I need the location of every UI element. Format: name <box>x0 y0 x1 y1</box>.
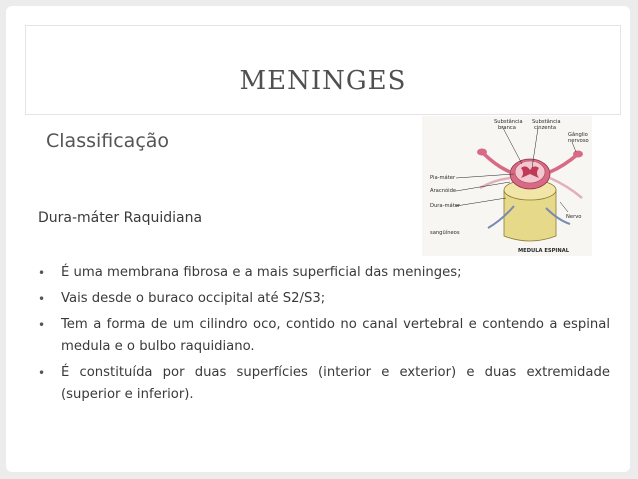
bullet-item <box>38 314 610 358</box>
spinal-cord-drawing <box>422 116 592 256</box>
label-medula-espinal: MEDULA ESPINAL <box>518 248 570 254</box>
bullet-list <box>38 262 610 410</box>
label-aracnoide: Aracnóide <box>430 188 457 194</box>
label-substancia-branca-2: branca <box>498 125 516 131</box>
bullet-marker: • <box>38 292 46 306</box>
label-nervo: Nervo <box>566 214 582 220</box>
bullet-marker: • <box>38 318 46 332</box>
bullet-text: É constituída por duas superfícies (interior e exterior) e duas extremidade (superior e inferior). <box>61 365 610 402</box>
bullet-item <box>38 288 610 310</box>
label-ganglio-1: Gânglio <box>568 132 588 138</box>
section-heading: Dura-máter Raquidiana <box>38 210 203 226</box>
slide <box>6 6 630 472</box>
label-substancia-cinzenta-2: cinzenta <box>534 125 556 131</box>
label-pia-mater: Pia-máter <box>430 175 456 181</box>
label-sanguineos: sangüíneos <box>430 230 460 236</box>
bullet-marker: • <box>38 266 46 280</box>
slide-subtitle: Classificação <box>46 130 170 152</box>
spinal-cord-illustration <box>422 116 592 256</box>
label-dura-mater: Dura-máter <box>430 203 461 209</box>
label-ganglio-2: nervoso <box>568 138 589 144</box>
slide-title: MENINGES <box>239 66 407 96</box>
label-substancia-cinzenta-1: Substância <box>532 119 561 125</box>
bullet-text: Vais desde o buraco occipital até S2/S3; <box>61 291 326 306</box>
bullet-item <box>38 362 610 406</box>
bullet-text: É uma membrana fibrosa e a mais superficial das meninges; <box>61 265 462 280</box>
title-band <box>26 26 620 114</box>
label-substancia-branca-1: Substância <box>494 119 523 125</box>
bullet-text: Tem a forma de um cilindro oco, contido no canal vertebral e contendo a espinal medula e o bulbo raquidiano. <box>61 317 610 354</box>
bullet-marker: • <box>38 366 46 380</box>
bullet-item <box>38 262 610 284</box>
